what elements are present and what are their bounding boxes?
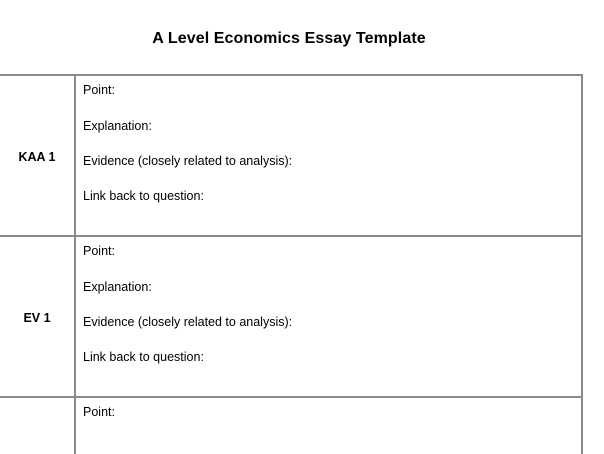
explanation-prompt: Explanation: bbox=[83, 119, 152, 133]
section-label: EV 1 bbox=[23, 311, 51, 325]
table-row-ev-1 bbox=[0, 237, 583, 398]
point-prompt: Point: bbox=[83, 83, 115, 97]
essay-template-table bbox=[0, 74, 583, 454]
link-back-prompt: Link back to question: bbox=[83, 189, 204, 203]
section-label-cell bbox=[0, 237, 76, 396]
section-content-cell bbox=[76, 76, 583, 235]
section-content-cell bbox=[76, 398, 583, 454]
table-row-kaa-1 bbox=[0, 76, 583, 237]
section-label: KAA 1 bbox=[18, 150, 56, 164]
evidence-prompt: Evidence (closely related to analysis): bbox=[83, 315, 293, 329]
point-prompt: Point: bbox=[83, 405, 115, 419]
section-label-cell bbox=[0, 398, 76, 454]
point-prompt: Point: bbox=[83, 244, 115, 258]
section-label-cell bbox=[0, 76, 76, 235]
evidence-prompt: Evidence (closely related to analysis): bbox=[83, 154, 293, 168]
document-title: A Level Economics Essay Template bbox=[152, 30, 426, 47]
section-content-cell bbox=[76, 237, 583, 396]
explanation-prompt: Explanation: bbox=[83, 280, 152, 294]
link-back-prompt: Link back to question: bbox=[83, 350, 204, 364]
table-row-partial bbox=[0, 398, 583, 454]
